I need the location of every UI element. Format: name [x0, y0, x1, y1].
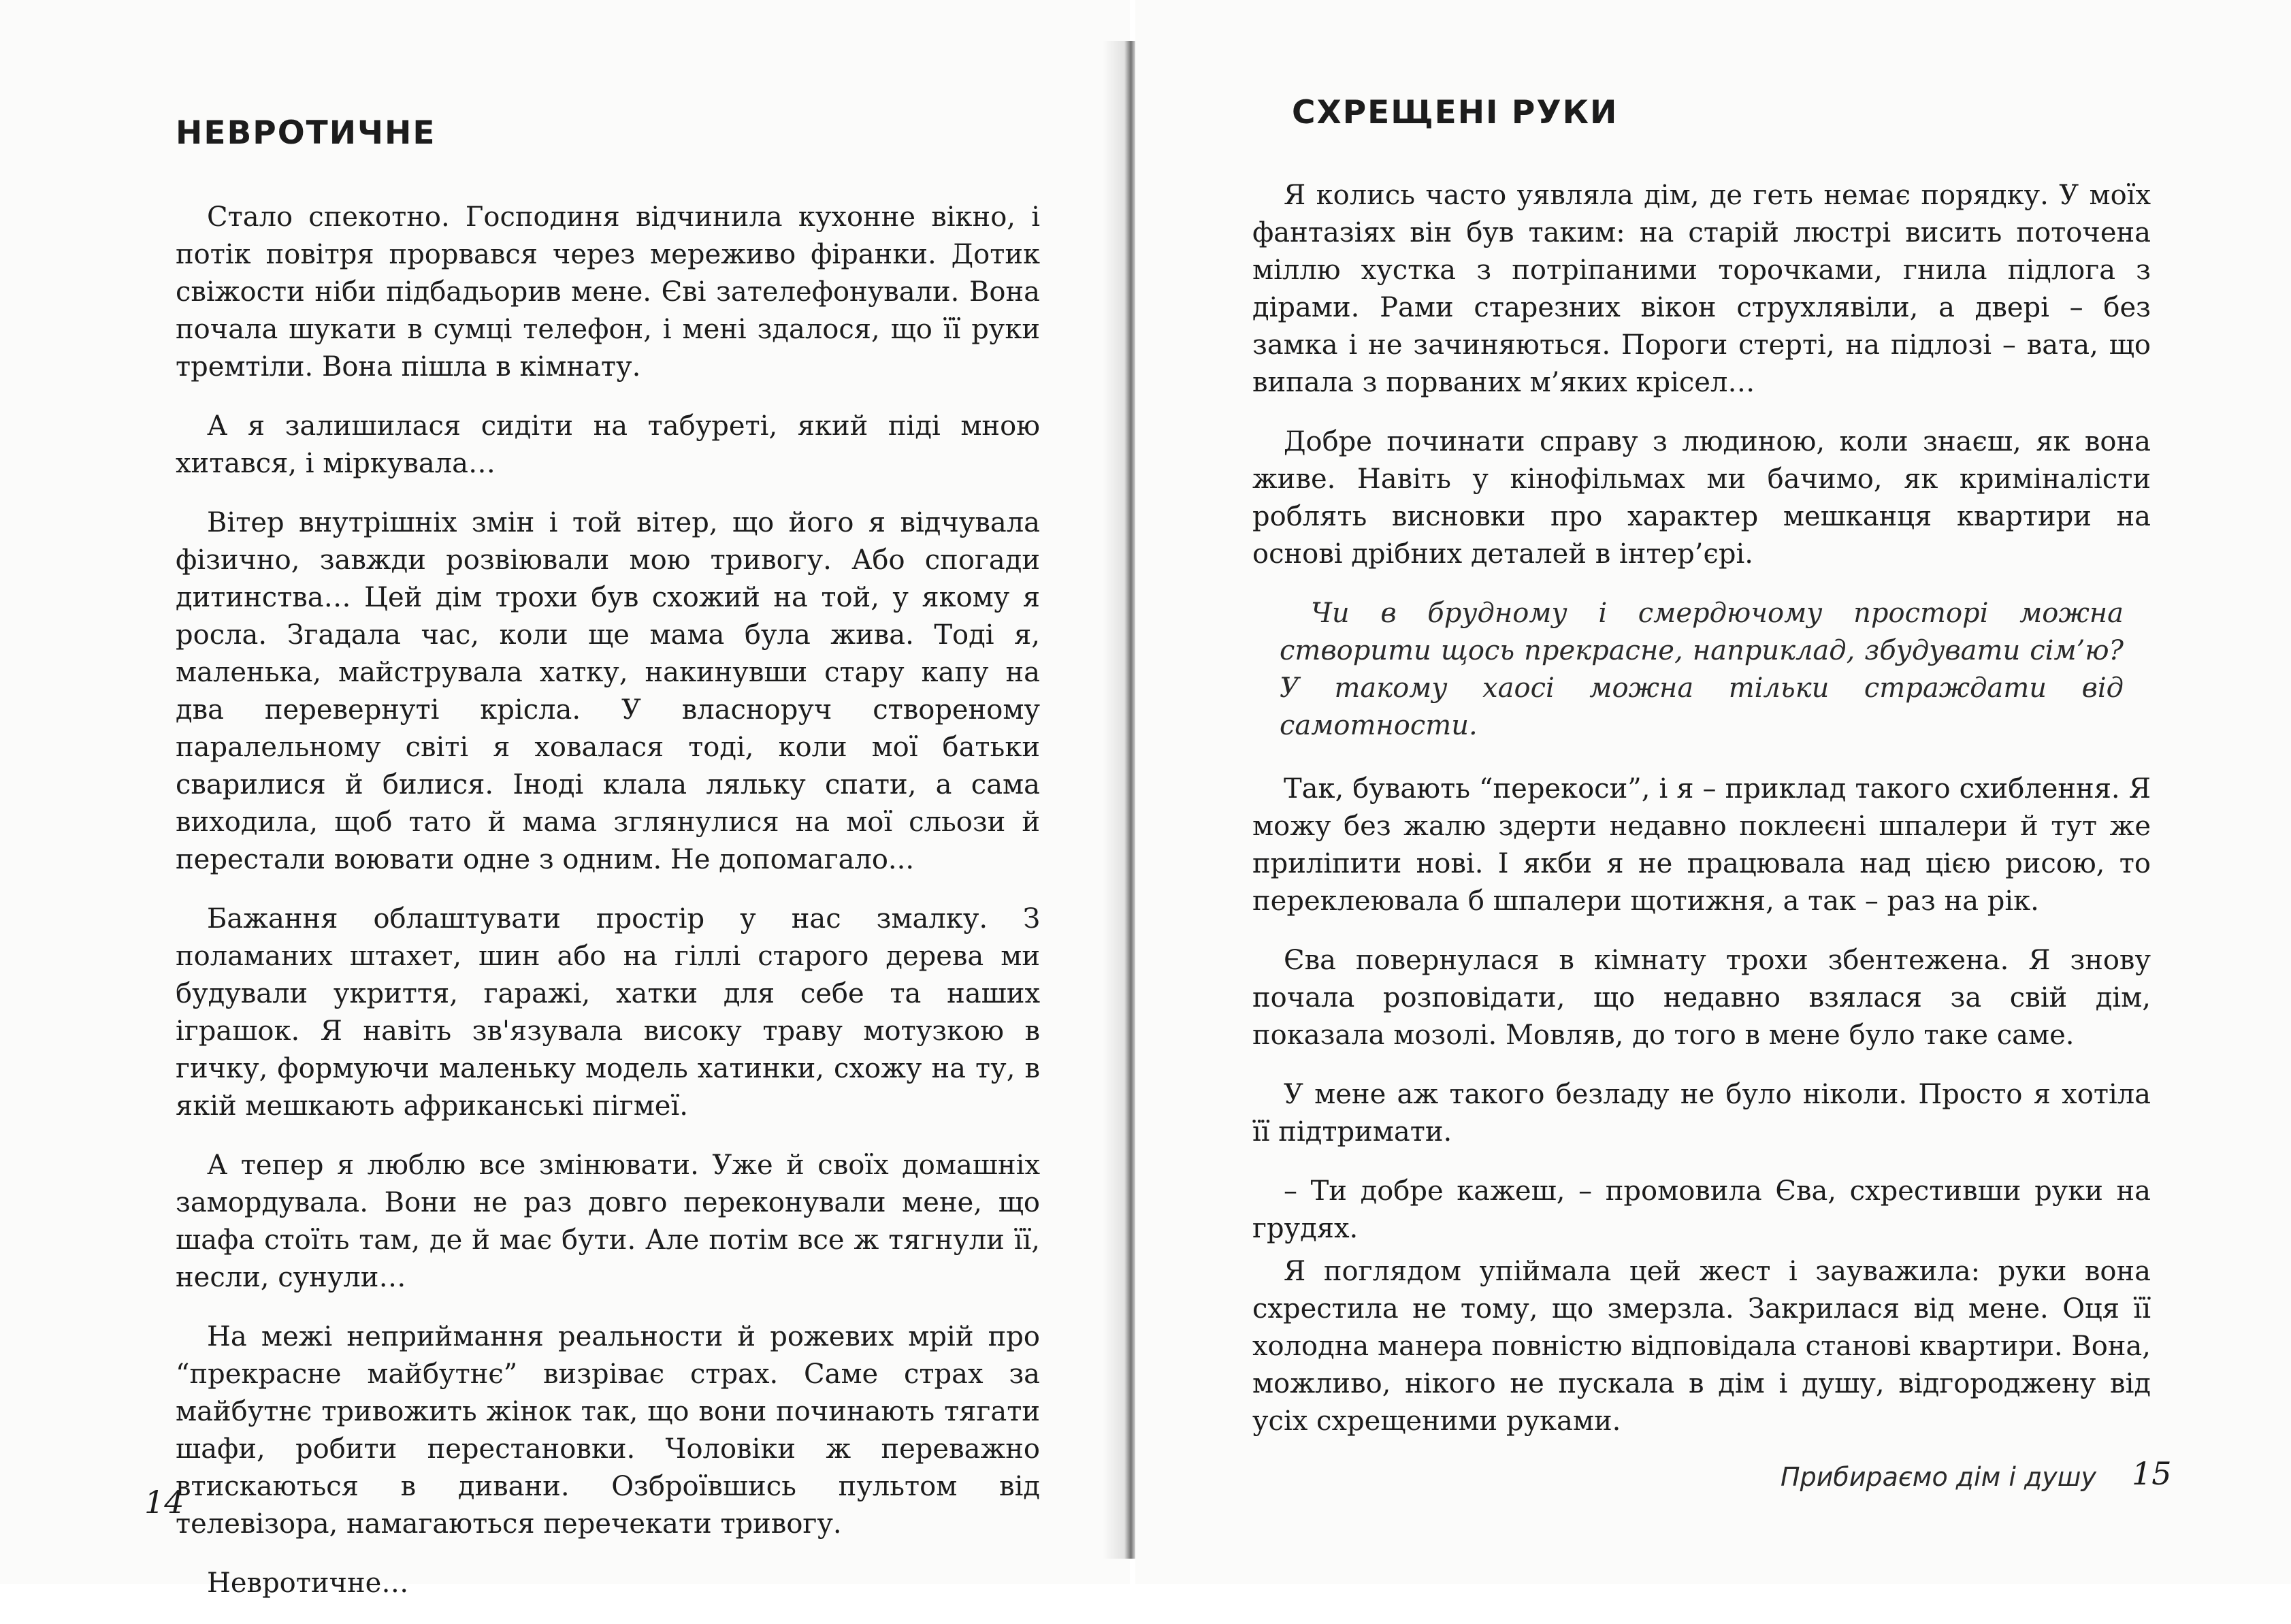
chapter-title: НЕВРОТИЧНЕ	[176, 114, 436, 152]
paragraph: Бажання облаштувати простір у нас змалку. З поламаних штахет, шин або на гіллі старого дерева ми будували укриття, гаражі, хатки для себе та наших іграшок. Я навіть зв'язувала високу траву мотузкою в гичку, формуючи маленьку модель хатинки, схожу на ту, в якій мешкають африканські пігмеї.	[176, 903, 1040, 1122]
page-number: 15	[2132, 1455, 2172, 1492]
right-page	[1135, 0, 2291, 1584]
italic-quote: Чи в брудному і смердючому просторі можна створити щось прекрасне, наприклад, збудувати сім’ю? У такому хаосі можна тільки страждати від самотности.	[1280, 598, 2124, 741]
paragraph: Стало спекотно. Господиня відчинила кухонне вікно, і потік повітря прорвався через мереживо фіранки. Дотик свіжости ніби підбадьорив мене. Єві зателефонували. Вона почала шукати в сумці телефон, і мені здалося, що її руки тремтіли. Вона пішла в кімнату.	[176, 201, 1040, 383]
paragraph: Єва повернулася в кімнату трохи збентежена. Я знову почала розповідати, що недавно взялася за свій дім, показала мозолі. Мовляв, до того в мене було таке саме.	[1252, 945, 2151, 1051]
paragraph: А тепер я люблю все змінювати. Уже й своїх домашніх замордувала. Вони не раз довго переконували мене, що шафа стоїть там, де й має бути. Але потім все ж тягнули її, несли, сунули…	[176, 1150, 1040, 1293]
paragraph: А я залишилася сидіти на табуреті, який піді мною хитався, і міркувала…	[176, 410, 1040, 479]
running-head: Прибираємо дім і душу	[1781, 1462, 2097, 1492]
chapter-title: СХРЕЩЕНІ РУКИ	[1292, 94, 1619, 131]
dialogue-line: – Ти добре кажеш, – промовила Єва, схрестивши руки на грудях.	[1252, 1175, 2151, 1244]
paragraph: Так, бувають “перекоси”, і я – приклад такого схиблення. Я можу без жалю здерти недавно поклеєні шпалери й тут же приліпити нові. І якби я не працювала над цією рисою, то переклеювала б шпалери щотижня, а так – раз на рік.	[1252, 773, 2151, 917]
left-body-text	[176, 199, 1040, 1624]
paragraph: Невротичне…	[207, 1568, 409, 1599]
left-page	[0, 0, 1130, 1599]
right-body-text	[1252, 177, 2151, 1462]
paragraph: Я поглядом упіймала цей жест і зауважила: руки вона схрестила не тому, що змерзла. Закрилася від мене. Оця її холодна манера повністю відповідала станові квартири. Вона, можливо, нікого не пускала в дім і душу, відгороджену від усіх схрещеними руками.	[1252, 1256, 2151, 1437]
page-number: 14	[144, 1484, 184, 1521]
paragraph: Вітер внутрішніх змін і той вітер, що його я відчувала фізично, завжди розвіювали мою тривогу. Або спогади дитинства… Цей дім трохи був схожий на той, у якому я росла. Згадала час, коли ще мама була жива. Тоді я, маленька, майструвала хатку, накинувши стару капу на два перевернуті крісла. У власноруч створеному паралельному світі я ховалася тоді, коли мої батьки сварилися й билися. Іноді клала ляльку спати, а сама виходила, щоб тато й мама зглянулися на мої сльози й перестали воювати одне з одним. Не допомагало...	[176, 507, 1040, 875]
paragraph: Добре починати справу з людиною, коли знаєш, як вона живе. Навіть у кінофільмах ми бачимо, як криміналісти роблять висновки про характер мешканця квартири на основі дрібних деталей в інтер’єрі.	[1252, 426, 2151, 570]
paragraph: У мене аж такого безладу не було ніколи. Просто я хотіла її підтримати.	[1252, 1079, 2151, 1148]
paragraph: На межі неприймання реальности й рожевих мрій про “прекрасне майбутнє” визріває страх. Саме страх за майбутнє тривожить жінок так, що вони починають тягати шафи, робити перестановки. Чоловіки ж переважно втискаються в дивани. Озброївшись пультом від телевізора, намагаються перечекати тривогу.	[176, 1321, 1040, 1540]
paragraph: Я колись часто уявляла дім, де геть немає порядку. У моїх фантазіях він був таким: на старій люстрі висить поточена міллю хустка з потріпаними торочками, гнила підлога з дірами. Рами старезних вікон струхлявіли, а двері – без замка і не зачиняються. Пороги стерті, на підлозі – вата, що випала з порваних м’яких крісел…	[1252, 180, 2151, 398]
